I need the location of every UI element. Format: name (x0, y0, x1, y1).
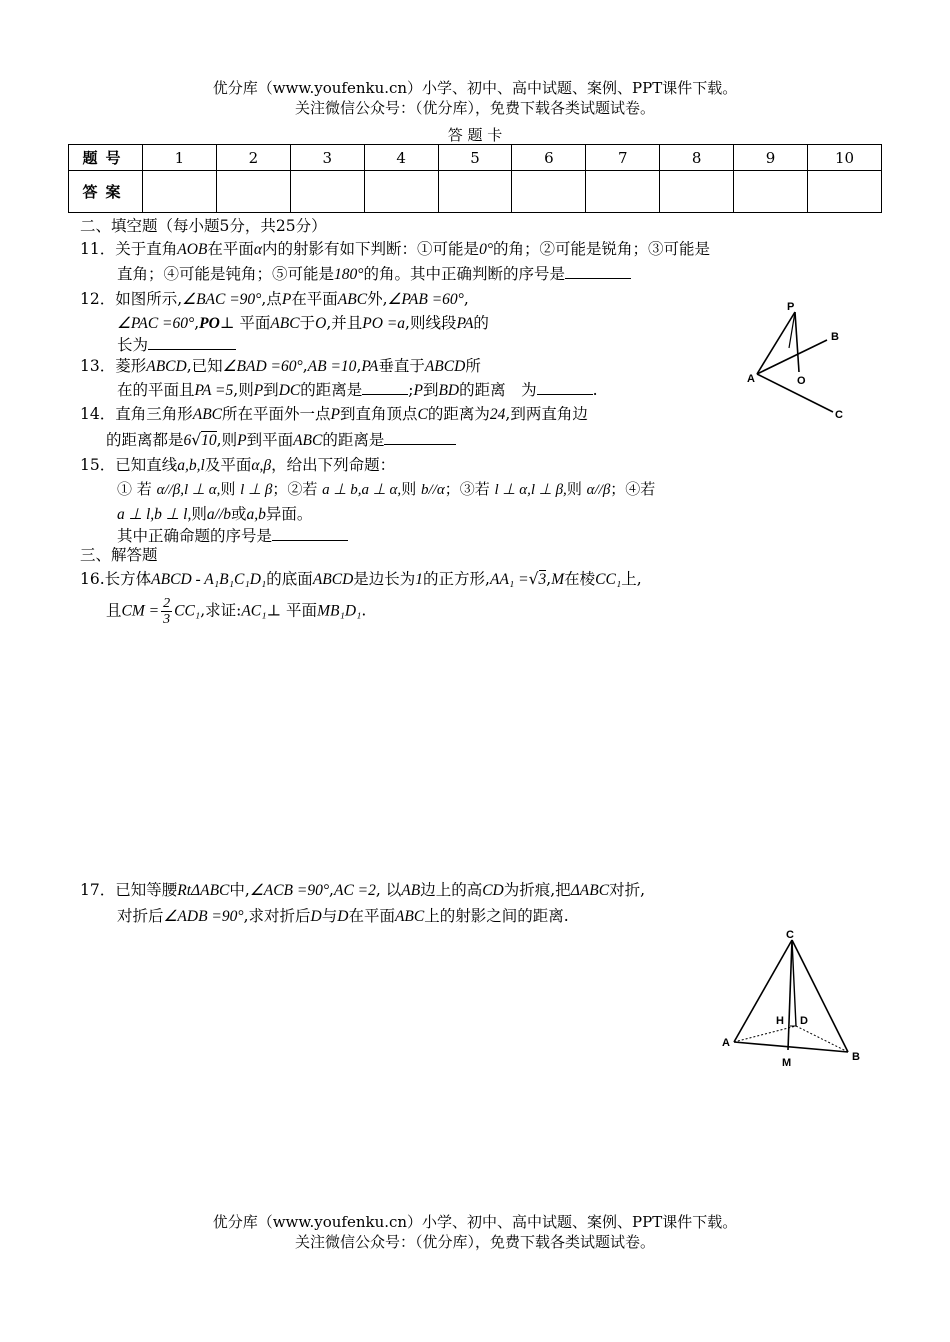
edge-po (795, 312, 799, 372)
label-h: H (776, 1015, 784, 1027)
edge-ad (734, 1026, 796, 1042)
label-c: C (835, 409, 843, 421)
answer-blank[interactable] (362, 380, 408, 395)
answer-cell[interactable] (438, 171, 512, 213)
question-12-line-2: ∠PAC =60°,PO⊥ 平面ABC于O,并且PO =a,则线段PA的 (117, 314, 489, 332)
answer-card-title: 答 题 卡 (447, 126, 503, 144)
card-number: 3 (290, 145, 364, 171)
answer-blank[interactable] (272, 526, 348, 541)
footer-line-1: 优分库（www.youfenku.cn）小学、初中、高中试题、案例、PPT课件下载。 (212, 1213, 738, 1231)
card-number: 2 (216, 145, 290, 171)
question-14-line-1: 14．直角三角形ABC所在平面外一点P到直角顶点C的距离为24,到两直角边 (80, 405, 588, 423)
card-number: 6 (512, 145, 586, 171)
fraction: $\frac{2}{3}$ (163, 596, 171, 627)
answer-cell[interactable] (586, 171, 660, 213)
label-m: M (782, 1057, 792, 1069)
edge-ac (757, 374, 833, 412)
question-17-line-2: 对折后∠ADB =90°,求对折后D与D在平面ABC上的射影之间的距离. (117, 907, 569, 925)
label-o: O (797, 375, 806, 387)
footer-line-2: 关注微信公众号：（优分库），免费下载各类试题试卷。 (294, 1233, 655, 1251)
answer-cell[interactable] (290, 171, 364, 213)
card-number: 8 (660, 145, 734, 171)
sqrt-symbol: √ (528, 570, 539, 588)
question-17-line-1: 17．已知等腰RtΔABC中,∠ACB =90°,AC =2, 以AB边上的高CD为折痕,把ΔABC对折, (80, 881, 645, 899)
answer-cell[interactable] (364, 171, 438, 213)
question-14-line-2: 的距离都是6√10,则P到平面ABC的距离是 (106, 428, 456, 450)
edge-ab (734, 1042, 848, 1052)
label-p: P (787, 301, 795, 313)
answer-cell[interactable] (660, 171, 734, 213)
question-15-line-4: 其中正确命题的序号是 (117, 524, 348, 546)
card-number: 1 (143, 145, 217, 171)
answer-blank[interactable] (384, 430, 456, 445)
label-b: B (852, 1051, 860, 1063)
answer-blank[interactable] (565, 264, 631, 279)
label-c: C (786, 929, 794, 941)
figure-q17 (718, 928, 868, 1070)
answer-cell[interactable] (143, 171, 217, 213)
question-16-line-1: 16.长方体ABCD - A₁B₁C₁D₁的底面ABCD是边长为1的正方形,AA₁ =√3,M在棱CC₁上, (80, 570, 642, 588)
card-number: 9 (734, 145, 808, 171)
answer-blank[interactable] (148, 335, 236, 350)
question-16-line-2: 且CM = $\frac{2}{3}$ CC₁,求证:AC₁⊥ 平面MB₁D₁. (106, 596, 367, 627)
question-15-line-1: 15．已知直线a,b,l及平面α,β，给出下列命题： (80, 456, 396, 474)
question-15-line-2: ① 若 α//β,l ⊥ α,则 l ⊥ β；②若 a ⊥ b,a ⊥ α,则 b//α；③若 l ⊥ α,l ⊥ β,则 α//β；④若 (117, 480, 656, 498)
question-13-line-1: 13．菱形ABCD,已知∠BAD =60°,AB =10,PA垂直于ABCD所 (80, 357, 481, 375)
answer-cell[interactable] (512, 171, 586, 213)
card-number: 4 (364, 145, 438, 171)
section-2-title: 二、填空题（每小题5分，共25分） (80, 217, 327, 235)
question-15-line-3: a ⊥ l,b ⊥ l,则a//b或a,b异面。 (117, 505, 313, 523)
edge-cm (788, 940, 792, 1050)
question-13-line-2: 在的平面且PA =5,则P到DC的距离是 ;P到BD的距离 为 . (117, 381, 598, 399)
label-a: A (722, 1037, 730, 1049)
question-11-line-2: 直角；④可能是钝角；⑤可能是180°的角。其中正确判断的序号是 (117, 262, 631, 284)
question-11-line-1: 11．关于直角AOB在平面α内的射影有如下判断：①可能是0°的角；②可能是锐角；③可能是 (80, 240, 711, 258)
header-line-2: 关注微信公众号：（优分库），免费下载各类试题试卷。 (294, 99, 655, 117)
question-12-line-1: 12．如图所示,∠BAC =90°,点P在平面ABC外,∠PAB =60°, (80, 290, 469, 308)
card-number: 7 (586, 145, 660, 171)
answer-cell[interactable] (216, 171, 290, 213)
row-label-answer: 答案 (69, 171, 143, 213)
label-b: B (831, 331, 839, 343)
edge-cb (792, 940, 848, 1052)
figure-q12 (745, 294, 855, 422)
answer-cell[interactable] (734, 171, 808, 213)
section-3-title: 三、解答题 (80, 546, 158, 564)
card-number: 10 (808, 145, 882, 171)
answer-card-table (68, 144, 882, 213)
answer-cell[interactable] (808, 171, 882, 213)
label-a: A (747, 373, 755, 385)
edge-cd (792, 940, 796, 1026)
sqrt-symbol: √ (191, 431, 202, 449)
header-line-1: 优分库（www.youfenku.cn）小学、初中、高中试题、案例、PPT课件下载。 (212, 79, 738, 97)
row-label-number: 题号 (69, 145, 143, 171)
label-d: D (800, 1015, 808, 1027)
card-number: 5 (438, 145, 512, 171)
answer-blank[interactable] (537, 380, 593, 395)
question-12-line-3: 长为 (117, 333, 236, 355)
